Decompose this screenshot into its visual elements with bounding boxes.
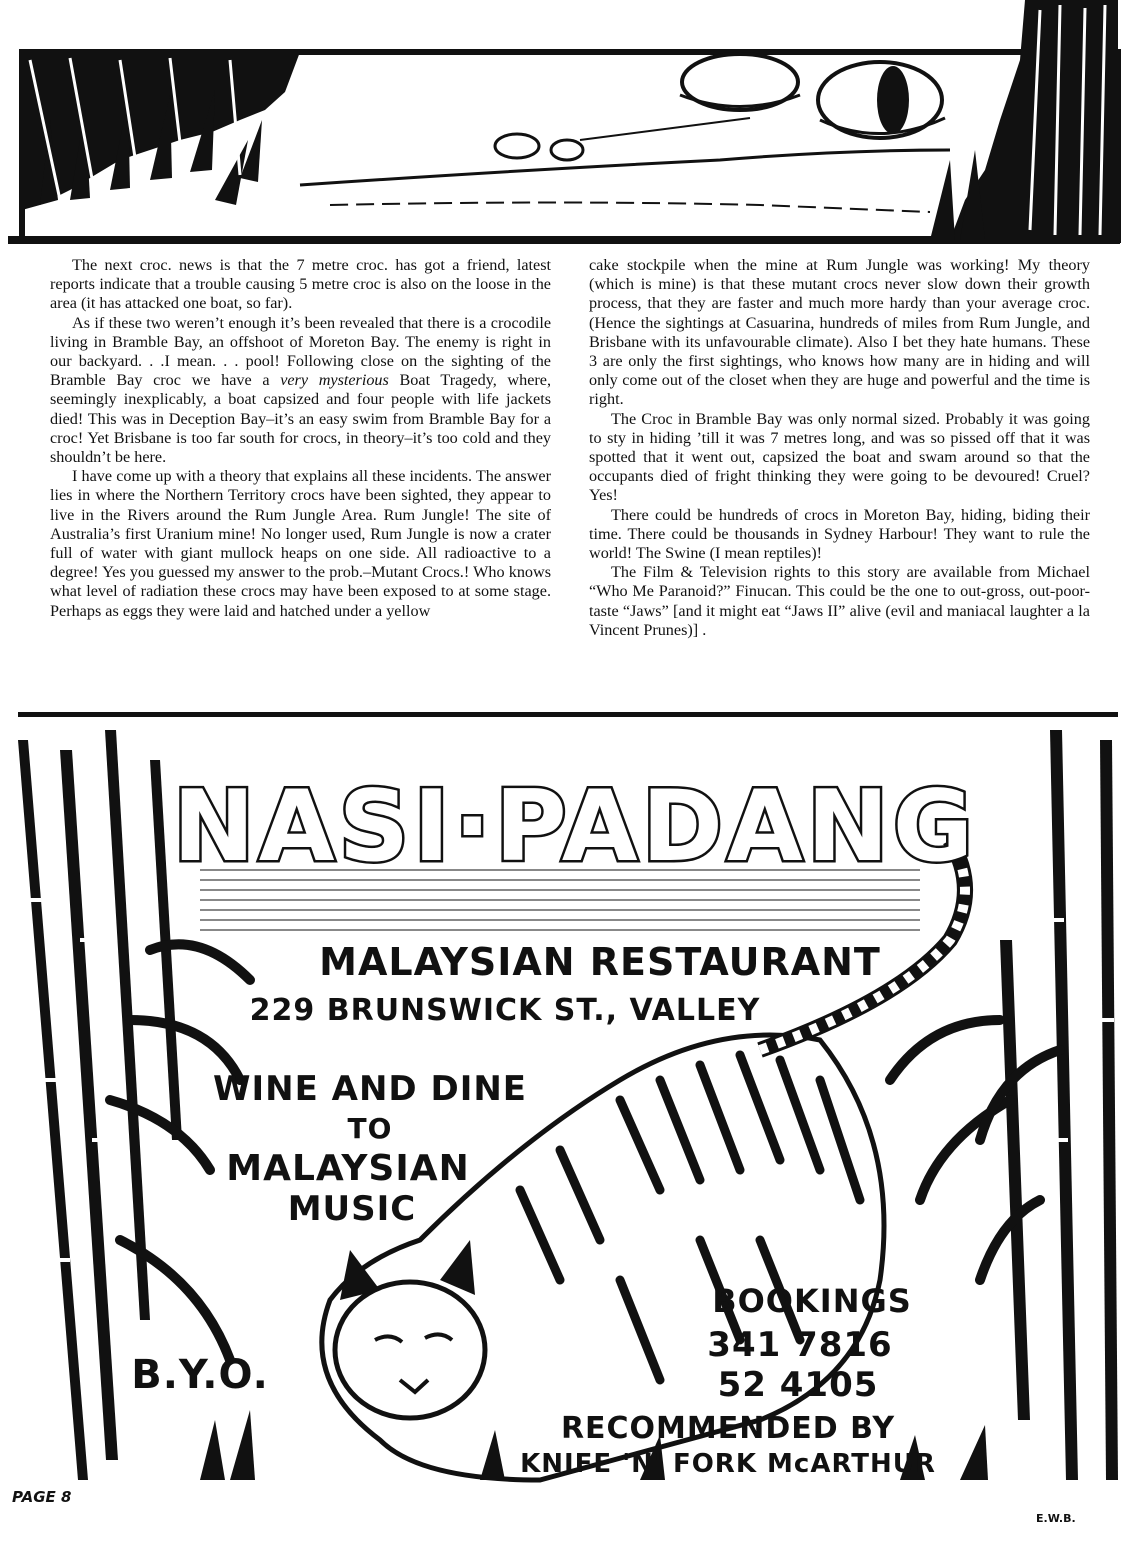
restaurant-advertisement — [0, 720, 1142, 1490]
page-number: PAGE 8 — [12, 1488, 72, 1506]
bamboo-illustration-right — [1000, 730, 1118, 1480]
article-paragraph: The Croc in Bramble Bay was only normal sized. Probably it was going to sty in hiding ’till it was 7 metres long, and was so pissed off that it was spotted that it went out, capsized the boat and swam around so that the occupants died of fright thinking they were going to be devoured! Cruel? Yes! — [589, 409, 1090, 505]
article-paragraph: There could be hundreds of crocs in Moreton Bay, hiding, biding their time. There could be thousands in Sydney Harbour! They want to rule the world! The Swine (I mean reptiles)! — [589, 505, 1090, 563]
article-paragraph: The next croc. news is that the 7 metre croc. has got a friend, latest reports indicate that a trouble causing 5 metre croc is also on the loose in the area (it has attacked one boat, so far). — [50, 256, 551, 313]
article-paragraph: The Film & Television rights to this story are available from Michael “Who Me Paranoid?” Finucan. This could be the one to out-gross, out-poor-taste “Jaws” [and it might eat “Jaws II” alive (evil and maniacal laughter a la Vincent Prunes)] . — [589, 563, 1090, 639]
restaurant-address: 229 BRUNSWICK ST., VALLEY — [249, 993, 761, 1028]
restaurant-subtitle: MALAYSIAN RESTAURANT — [319, 940, 881, 984]
crocodile-illustration — [0, 0, 1142, 250]
artist-signature: E.W.B. — [1036, 1512, 1076, 1525]
section-divider — [18, 712, 1118, 717]
article-paragraph: cake stockpile when the mine at Rum Jungle was working! My theory (which is mine) is that these mutant crocs never slow down their growth process, that they are faster and much more hardy than your average croc. (Hence the sightings at Casuarina, hundreds of miles from Rum Jungle, and Brisbane with its unfavourable climate). Also I bet they hate humans. These 3 are only the first sightings, who knows how many are in hiding and will only come out of the closet when they are huge and powerful and the time is right. — [589, 256, 1090, 409]
bookings-label: BOOKINGS — [712, 1282, 912, 1320]
phone-number: 341 7816 — [707, 1325, 893, 1365]
ad-tagline-line3: MALAYSIAN — [226, 1148, 470, 1189]
article-column-right — [589, 256, 1090, 712]
byo-label: B.Y.O. — [131, 1352, 269, 1398]
phone-number: 52 4105 — [717, 1365, 879, 1405]
ad-tagline-line1: WINE AND DINE — [212, 1069, 528, 1109]
recommended-by-name: KNIFE 'N' FORK McARTHUR — [520, 1449, 936, 1479]
article-column-left — [50, 256, 551, 712]
article-paragraph: I have come up with a theory that explains all these incidents. The answer lies in where the Northern Territory crocs have been sighted, they appear to live in the Rivers around the Rum Jungle Area. Rum Jungle! The site of Australia’s first Uranium mine! No longer used, Rum Jungle is now a crater full of water with giant mullock heaps on one side. All radioactive to a degree! Yes you guessed my answer to the prob.–Mutant Crocs.! Who knows what level of radiation these crocs may have been exposed to at some stage. Perhaps as eggs they were laid and hatched under a yellow — [50, 467, 551, 620]
article-paragraph: As if these two weren’t enough it’s been revealed that there is a crocodile living in Bramble Bay, an offshoot of Moreton Bay. The enemy is right in our backyard. . .I mean. . . pool! Following close on the sighting of the Bramble Bay croc we have a very mysterious Boat Tragedy, where, seemingly inexplicably, a boat capsized and four people with life jackets died! This was in Deception Bay–it’s an easy swim from Bramble Bay for a croc! Yet Brisbane is too far south for crocs, in theory–it’s too cold and they shouldn’t be here. — [50, 313, 552, 467]
recommended-label: RECOMMENDED BY — [560, 1411, 896, 1446]
restaurant-name: NASI·PADANG — [172, 770, 978, 884]
ad-tagline-line4: MUSIC — [287, 1189, 417, 1229]
ad-tagline-line2: TO — [347, 1112, 393, 1145]
article-body — [50, 256, 1090, 712]
